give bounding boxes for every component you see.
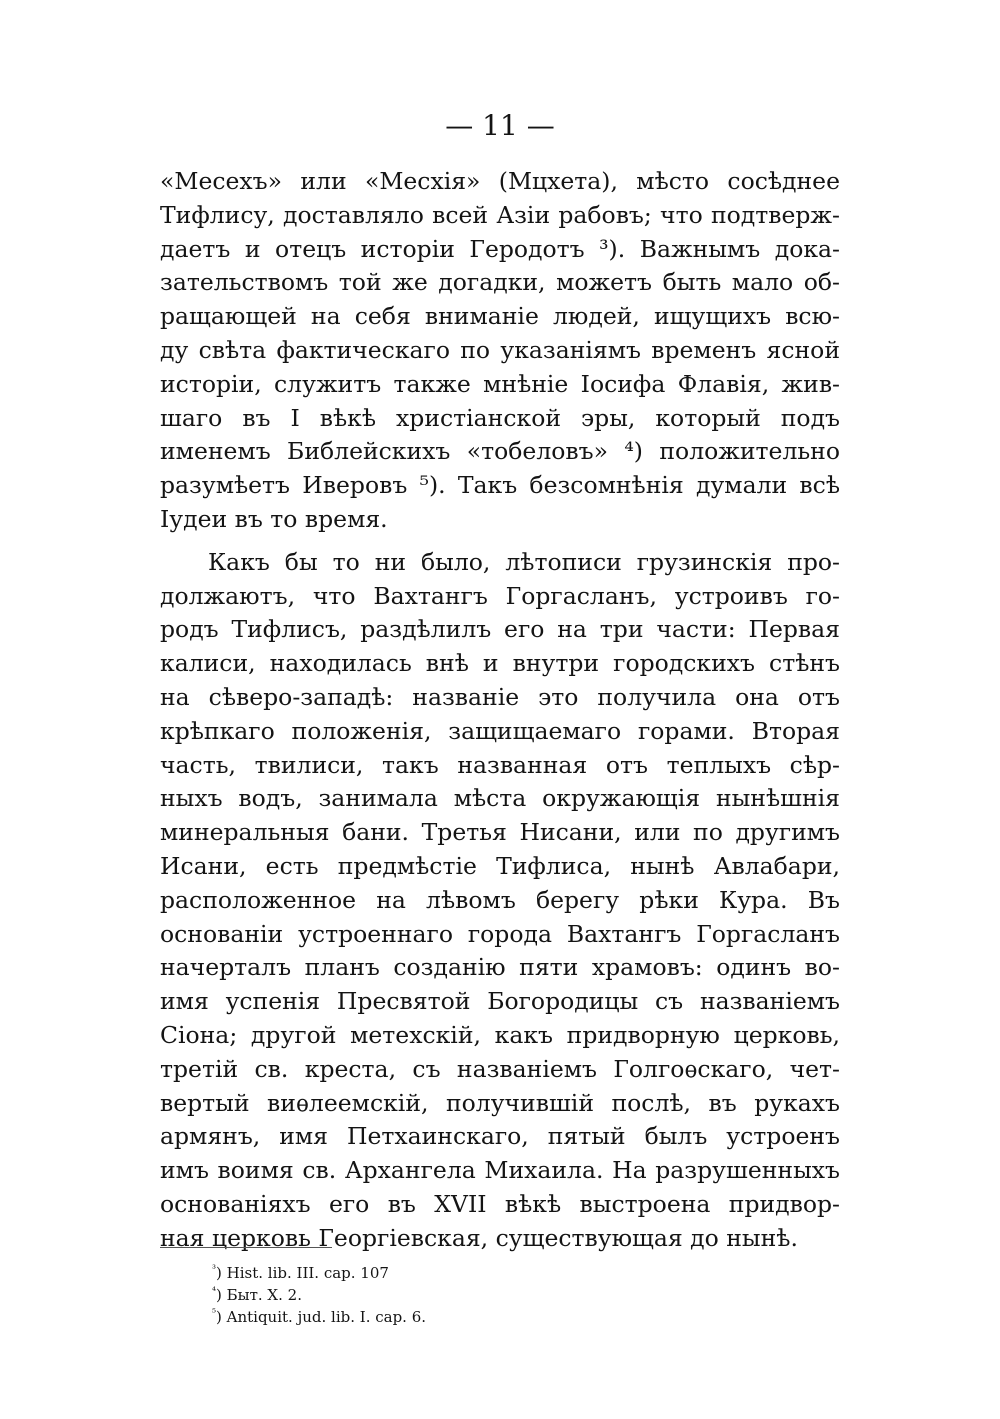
text-line: третій св. креста, съ названіемъ Голгоѳскаго, чет-	[160, 1054, 840, 1083]
paragraph	[160, 546, 840, 1256]
text-line: имя успенія Пресвятой Богородицы съ названіемъ	[160, 987, 840, 1016]
footnote-paren: )	[216, 1264, 227, 1282]
footnote-text: Antiquit. jud. lib. I. cap. 6.	[226, 1308, 427, 1326]
text-line: начерталъ планъ созданію пяти храмовъ: одинъ во-	[160, 953, 840, 982]
text-line: крѣпкаго положенія, защищаемаго горами. Вторая	[160, 716, 840, 745]
text-line: основаніяхъ его въ XVII вѣкѣ выстроена придвор-	[160, 1189, 840, 1218]
text-line: «Месехъ» или «Месхія» (Мцхета), мѣсто сосѣднее	[160, 167, 840, 195]
text-line: основаніи устроеннаго города Вахтангъ Горгасланъ	[160, 919, 840, 948]
footnote-marker: ⁴	[212, 1286, 217, 1297]
footnote-rule	[160, 1247, 332, 1248]
text-line: имъ воимя св. Архангела Михаила. На разрушенныхъ	[160, 1156, 840, 1185]
footnote-paren: )	[216, 1308, 227, 1326]
footnote	[212, 1284, 426, 1306]
text-line: исторіи, служитъ также мнѣніе Іосифа Флавія, жив-	[160, 369, 840, 398]
text-line: именемъ Библейскихъ «тобеловъ» ⁴) положительно	[160, 437, 840, 466]
text-line: Исани, есть предмѣстіе Тифлиса, нынѣ Авлабари,	[160, 851, 840, 880]
text-line: калиси, находилась внѣ и внутри городскихъ стѣнъ	[160, 649, 840, 678]
text-line: Сіона; другой метехскій, какъ придворную церковь,	[160, 1020, 840, 1049]
page-number: — 11 —	[445, 109, 555, 142]
text-line: должаютъ, что Вахтангъ Горгасланъ, устроивъ го-	[160, 581, 840, 610]
text-line: зательствомъ той же догадки, можетъ быть мало об-	[160, 268, 840, 297]
footnote-marker: ⁵	[212, 1308, 217, 1319]
text-line: ная церковь Георгіевская, существующая до нынѣ.	[160, 1223, 798, 1252]
footnote-paren: )	[216, 1286, 227, 1304]
text-line: минеральныя бани. Третья Нисани, или по другимъ	[160, 818, 840, 847]
text-line: Какъ бы то ни было, лѣтописи грузинскія про-	[208, 547, 840, 576]
footnote-marker: ³	[212, 1264, 217, 1275]
paragraph-gap	[160, 537, 840, 546]
text-line: ныхъ водъ, занимала мѣста окружающія нынѣшнія	[160, 784, 840, 813]
text-line: ращающей на себя вниманіе людей, ищущихъ всю-	[160, 302, 840, 331]
text-line: вертый виѳлеемскій, получившій послѣ, въ рукахъ	[160, 1088, 840, 1117]
text-line: ду свѣта фактическаго по указаніямъ временъ ясной	[160, 335, 840, 364]
body-text	[160, 165, 840, 1256]
footnote-text: Hist. lib. III. cap. 107	[226, 1264, 389, 1282]
text-line: разумѣетъ Иверовъ ⁵). Такъ безсомнѣнія думали всѣ	[160, 471, 840, 500]
text-line: на сѣверо-западѣ: названіе это получила она отъ	[160, 682, 840, 711]
text-line: шаго въ І вѣкѣ христіанской эры, который подъ	[160, 403, 840, 432]
text-line: даетъ и отецъ исторіи Геродотъ ³). Важнымъ дока-	[160, 234, 840, 263]
text-line: часть, твилиси, такъ названная отъ теплыхъ сѣр-	[160, 750, 840, 779]
footnotes	[212, 1262, 426, 1328]
paragraph	[160, 165, 840, 537]
text-line: расположенное на лѣвомъ берегу рѣки Кура. Въ	[160, 885, 840, 914]
footnote-text: Быт. X. 2.	[226, 1286, 302, 1304]
footnote	[212, 1306, 426, 1328]
text-line: армянъ, имя Петхаинскаго, пятый былъ устроенъ	[160, 1122, 840, 1151]
text-line: Іудеи въ то время.	[160, 504, 388, 533]
text-line: Тифлису, доставляло всей Азіи рабовъ; что подтверж-	[160, 200, 840, 229]
text-line: родъ Тифлисъ, раздѣлилъ его на три части: Первая	[160, 615, 840, 644]
footnote	[212, 1262, 426, 1284]
